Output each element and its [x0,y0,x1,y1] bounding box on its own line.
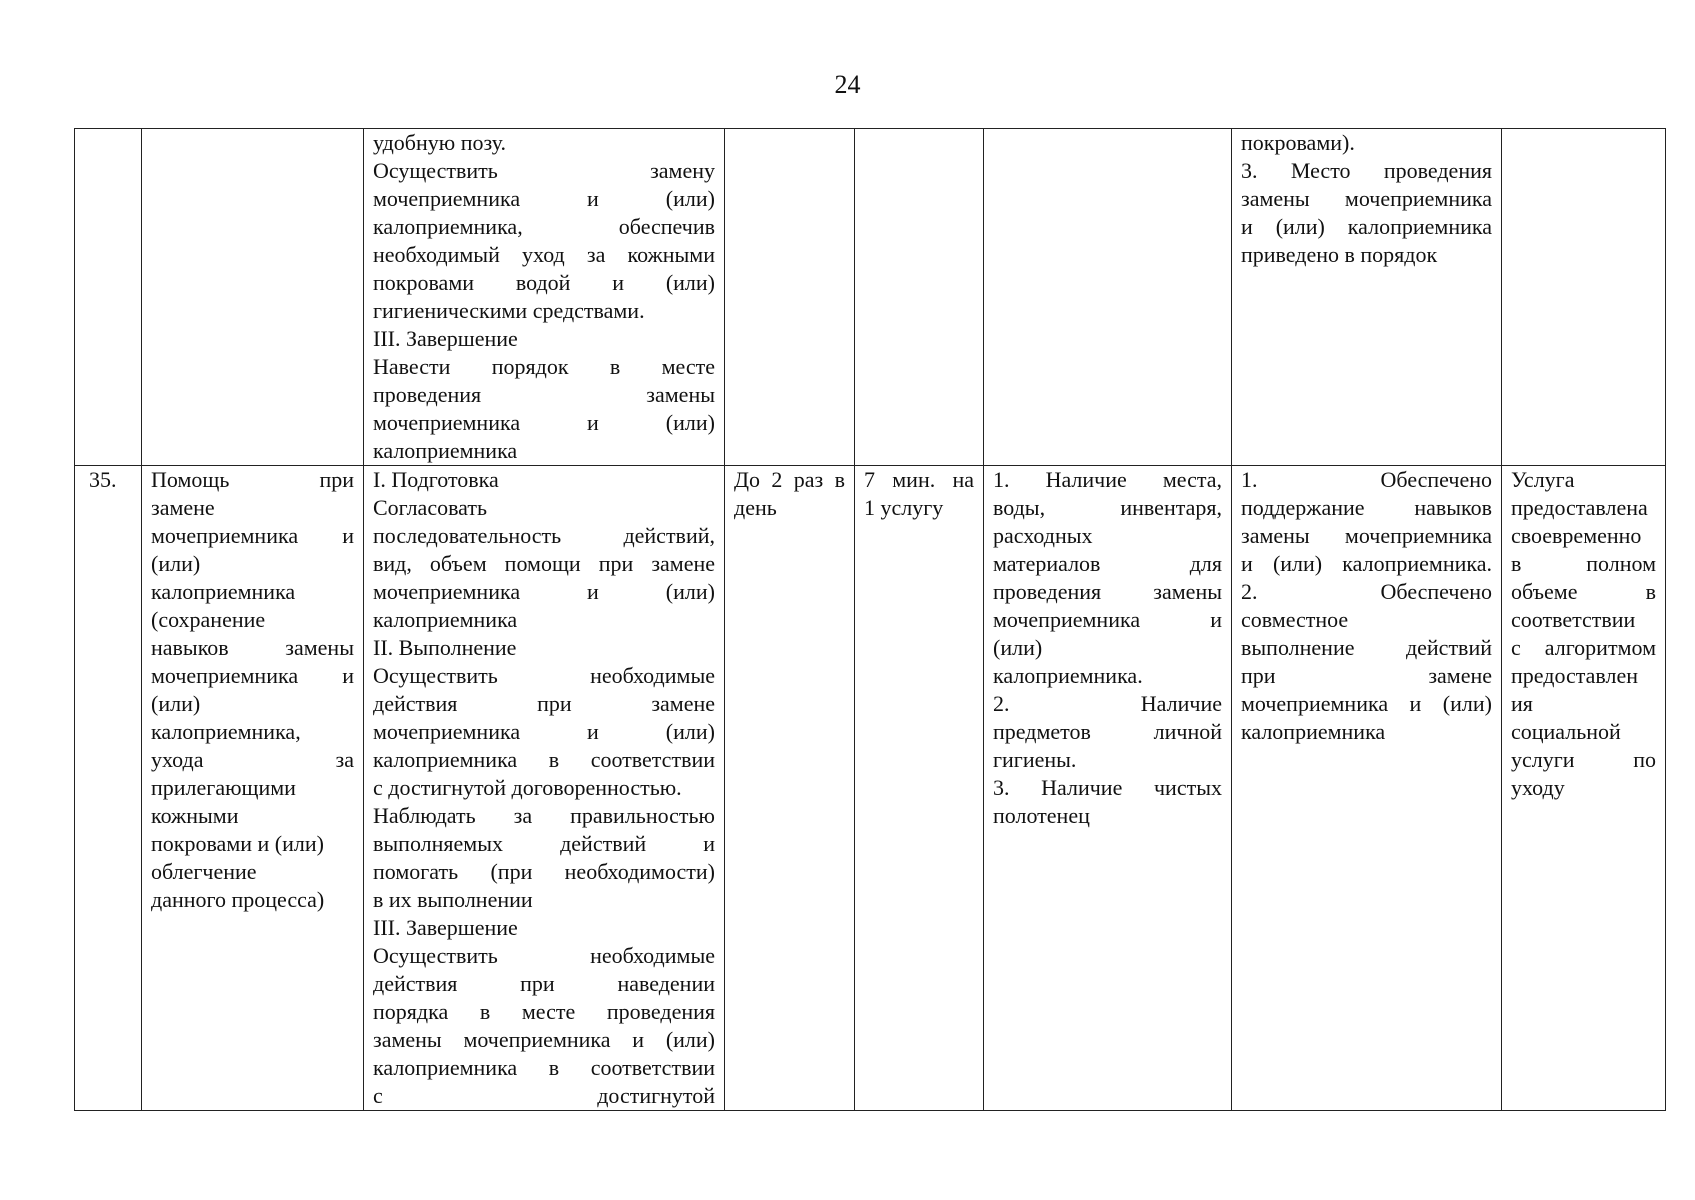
text-line: навыков замены [151,635,354,660]
text-line: калоприемника [373,438,518,463]
text-line: III. Завершение [373,326,518,351]
text-line: необходимый уход за кожными [373,242,715,267]
text-line: гигиеническими средствами. [373,298,645,323]
text-line: мочеприемника и (или) [373,719,715,744]
text-line: калоприемника в соответствии [373,1055,715,1080]
text-line: Осуществить необходимые [373,943,715,968]
text-line: удобную позу. [373,130,507,155]
cell-procedure [364,129,725,466]
text-line: действия при наведении [373,971,715,996]
text-line: день [734,495,777,520]
cell-service-name [142,129,364,466]
text-line: порядка в месте проведения [373,999,715,1024]
text-line: калоприемника [151,579,296,604]
text-line: (или) [151,691,201,716]
text-line: предметов личной [993,719,1222,744]
text-line: с достигнутой договоренностью. [373,775,682,800]
text-line: объеме в [1511,579,1656,604]
cell-duration [855,129,984,466]
text-line: ия [1511,691,1533,716]
text-line: гигиены. [993,747,1077,772]
text-line: мочеприемника и [151,523,354,548]
text-line: предоставлена [1511,495,1648,520]
text-line: прилегающими [151,775,296,800]
table-row-continued [75,129,1666,466]
text-line: 2. Обеспечено [1241,579,1492,604]
page-number: 24 [834,70,861,99]
text-line: покровами). [1241,130,1355,155]
text-line: покровами водой и (или) [373,270,715,295]
text-line: и (или) калоприемника. [1241,551,1492,576]
text-line: помогать (при необходимости) [373,859,715,884]
text-line: замены мочеприемника [1241,523,1492,548]
text-line: проведения замены [993,579,1222,604]
text-line: Помощь при [151,467,354,492]
cell-procedure [364,466,725,1111]
text-line: данного процесса) [151,887,325,912]
text-line: калоприемника. [993,663,1143,688]
cell-number [75,466,142,1111]
text-line: II. Выполнение [373,635,517,660]
cell-conditions [984,466,1232,1111]
text-line: Услуга [1511,467,1575,492]
text-line: социальной [1511,719,1621,744]
text-line: Осуществить необходимые [373,663,715,688]
text-line: выполняемых действий и [373,831,715,856]
text-line: предоставлен [1511,663,1639,688]
text-line: выполнение действий [1241,635,1492,660]
text-line: мочеприемника и (или) [1241,691,1492,716]
text-line: (или) [151,551,201,576]
table-row-35 [75,466,1666,1111]
text-line: и (или) калоприемника [1241,214,1492,239]
row-number: 35. [89,467,117,492]
text-line: ухода за [151,747,354,772]
text-line: I. Подготовка [373,467,499,492]
text-line: 1. Наличие места, [993,467,1222,492]
text-line: замене [151,495,215,520]
text-line: калоприемника, обеспечив [373,214,715,239]
text-line: соответствии [1511,607,1636,632]
cell-frequency [725,466,855,1111]
services-table [74,128,1666,1111]
text-line: 1 услугу [864,495,944,520]
text-line: замены мочеприемника [1241,186,1492,211]
text-line: III. Завершение [373,915,518,940]
cell-number [75,129,142,466]
text-line: калоприемника [373,607,518,632]
text-line: с достигнутой [373,1083,715,1108]
text-line: мочеприемника и (или) [373,579,715,604]
text-line: уходу [1511,775,1565,800]
text-line: замены мочеприемника и (или) [373,1027,715,1052]
text-line: 2. Наличие [993,691,1222,716]
text-line: калоприемника [1241,719,1386,744]
text-line: кожными [151,803,239,828]
text-line: расходных [993,523,1093,548]
text-line: с алгоритмом [1511,635,1656,660]
text-line: воды, инвентаря, [993,495,1222,520]
text-line: своевременно [1511,523,1642,548]
text-line: калоприемника в соответствии [373,747,715,772]
text-line: (сохранение [151,607,266,632]
text-line: в их выполнении [373,887,533,912]
text-line: проведения замены [373,382,715,407]
text-line: (или) [993,635,1043,660]
text-line: 3. Место проведения [1241,158,1492,183]
text-line: 1. Обеспечено [1241,467,1492,492]
text-line: полотенец [993,803,1090,828]
cell-quality-indicators [1232,466,1502,1111]
text-line: последовательность действий, [373,523,715,548]
cell-quality-indicators [1232,129,1502,466]
cell-service-name [142,466,364,1111]
text-line: мочеприемника и [151,663,354,688]
cell-evaluation [1502,466,1666,1111]
text-line: приведено в порядок [1241,242,1438,267]
cell-evaluation [1502,129,1666,466]
text-line: в полном [1511,551,1656,576]
text-line: Наблюдать за правильностью [373,803,715,828]
text-line: Осуществить замену [373,158,715,183]
cell-conditions [984,129,1232,466]
text-line: покровами и (или) [151,831,324,856]
text-line: мочеприемника и (или) [373,410,715,435]
text-line: мочеприемника и [993,607,1222,632]
text-line: 3. Наличие чистых [993,775,1222,800]
text-line: действия при замене [373,691,715,716]
text-line: Согласовать [373,495,488,520]
text-line: вид, объем помощи при замене [373,551,715,576]
text-line: облегчение [151,859,257,884]
text-line: материалов для [993,551,1222,576]
text-line: До 2 раз в [734,467,845,492]
text-line: услуги по [1511,747,1656,772]
text-line: при замене [1241,663,1492,688]
text-line: совместное [1241,607,1349,632]
text-line: поддержание навыков [1241,495,1492,520]
text-line: калоприемника, [151,719,301,744]
text-line: Навести порядок в месте [373,354,715,379]
text-line: 7 мин. на [864,467,974,492]
cell-duration [855,466,984,1111]
text-line: мочеприемника и (или) [373,186,715,211]
cell-frequency [725,129,855,466]
